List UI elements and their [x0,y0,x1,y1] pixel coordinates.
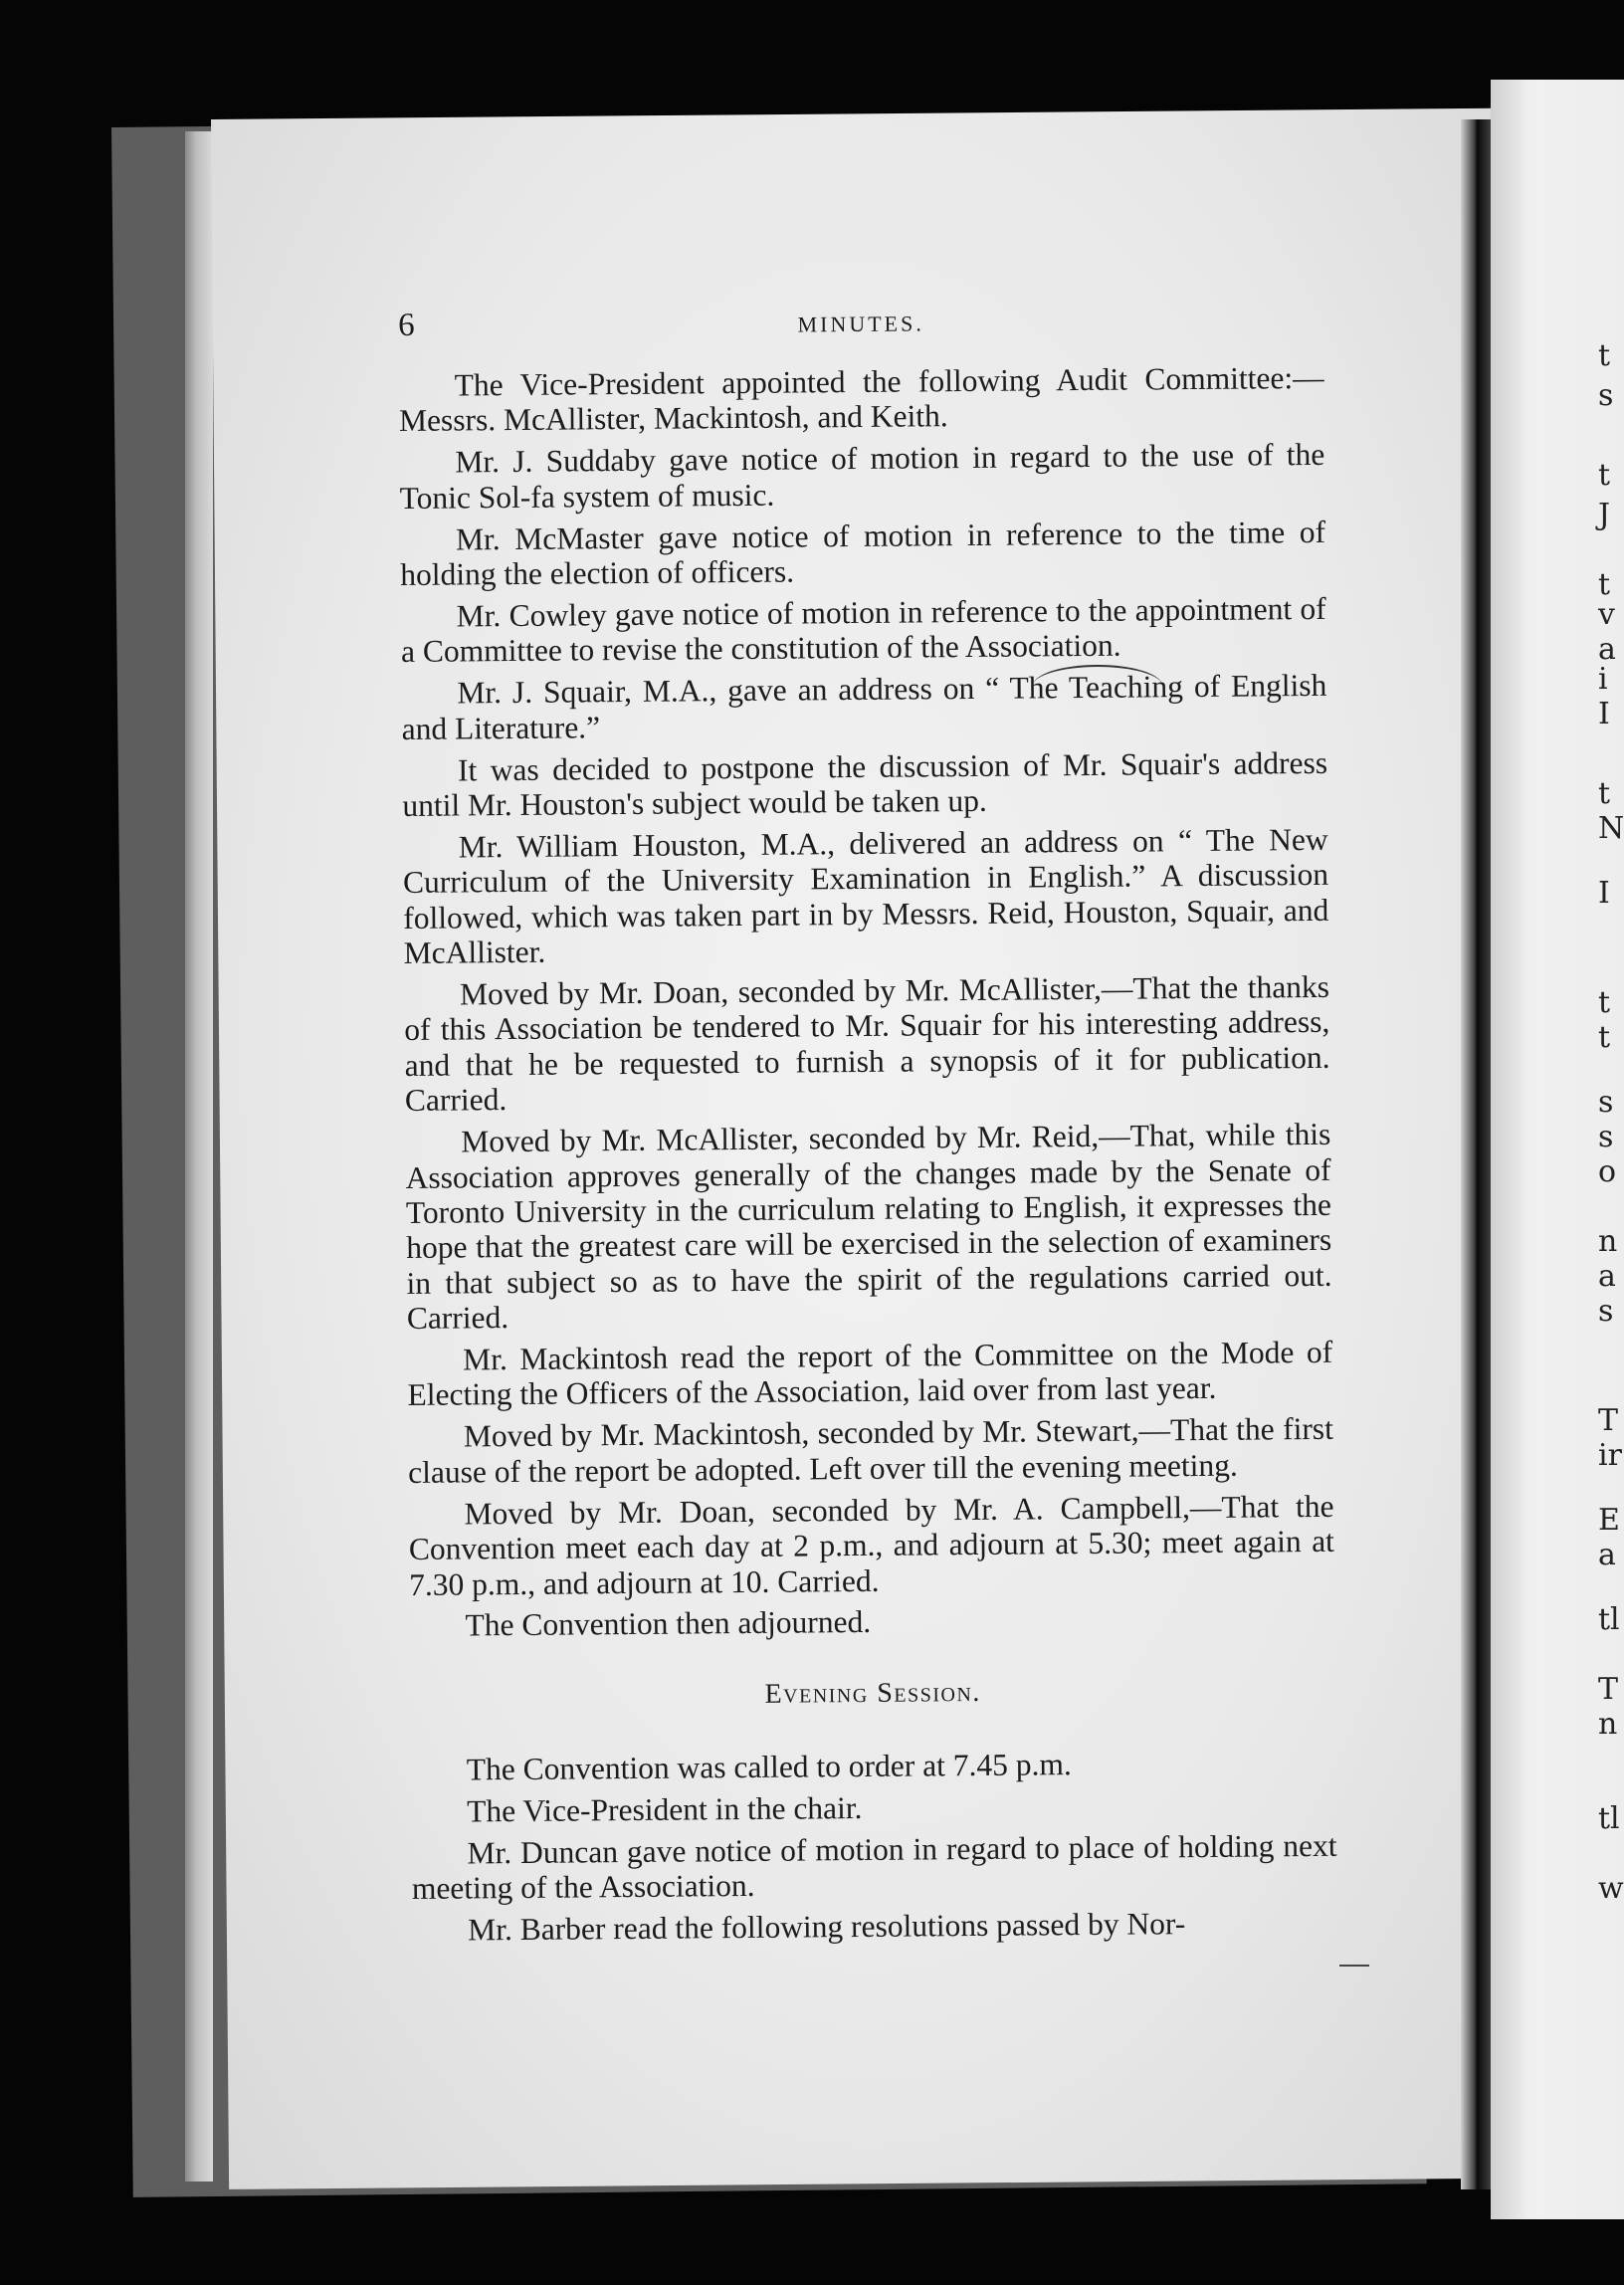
paragraph: Mr. J. Squair, M.A., gave an address on “ The Teaching of English and Literature.” [401,668,1327,746]
facing-page-letter: a [1598,632,1616,667]
facing-page-letter: t [1598,338,1611,373]
facing-page-letter: I [1598,697,1610,731]
ink-dash [1339,1965,1369,1967]
facing-page-letter: w [1598,1871,1624,1906]
facing-page-letter: ir [1598,1438,1622,1473]
facing-page-letter: s [1598,1120,1614,1154]
paragraph: Mr. Duncan gave notice of motion in regard to place of holding next meeting of the Association. [411,1827,1337,1907]
paragraph: Mr. William Houston, M.A., delivered an address on “ The New Curriculum of the University Examination in English.” A discussion followed, which was taken part in by Messrs. Reid, Houston, Squair, and McAllister. [402,821,1329,971]
paragraph: Moved by Mr. Mackintosh, seconded by Mr. Stewart,—That the first clause of the report be adopted. Left over till the evening meeting. [408,1411,1334,1490]
facing-page-letter: a [1598,1259,1616,1294]
paragraph: Moved by Mr. Doan, seconded by Mr. A. Campbell,—That the Convention meet each day at 2 p.m., and adjourn at 5.30; meet again at 7.30 p.m., and adjourn at 10. Carried. [408,1488,1334,1602]
section-heading: Evening Session. [764,1676,981,1710]
facing-page-letter: N [1598,811,1624,846]
paragraph: The Convention then adjourned. [465,1604,872,1643]
facing-page-letter: s [1598,378,1614,413]
paragraph: Mr. Mackintosh read the report of the Committee on the Mode of Electing the Officers of the Association, laid over from last year. [407,1334,1333,1413]
facing-page-letter: I [1598,876,1610,911]
facing-page-letter: n [1598,1224,1618,1259]
paragraph: Mr. J. Suddaby gave notice of motion in regard to the use of the Tonic Sol-fa system of music. [399,437,1325,516]
paragraph: Mr. McMaster gave notice of motion in reference to the time of holding the election of officers. [400,514,1326,593]
facing-page-letter: n [1598,1707,1618,1742]
facing-page-letter: t [1598,567,1611,602]
facing-page-letter: J [1598,498,1611,532]
facing-page-letter: tl [1598,1801,1620,1836]
book-gutter [1461,119,1491,2189]
facing-page-letter: i [1598,662,1608,697]
facing-page-letter: t [1598,985,1611,1020]
page-header [398,301,1323,358]
facing-page-letter: E [1598,1503,1620,1538]
facing-page-letter: tl [1598,1602,1620,1637]
right-page-fragment [1491,80,1624,2219]
facing-page-letter: T [1598,1403,1619,1438]
facing-page-letter: t [1598,1020,1611,1055]
paragraph: Mr. Barber read the following resolutions passed by Nor- [468,1906,1186,1948]
page-number: 6 [397,307,415,343]
facing-page-letter: T [1598,1672,1619,1707]
facing-page-letter: s [1598,1294,1614,1329]
page-edge-stack [185,131,213,2181]
paragraph: Moved by Mr. Doan, seconded by Mr. McAllister,—That the thanks of this Association be tendered to Mr. Squair for his interesting address, and that he be requested to furnish a synopsis of it for publication. Carried. [404,968,1330,1119]
paragraph: It was decided to postpone the discussion of Mr. Squair's address until Mr. Houston's subject would be taken up. [402,744,1328,823]
running-head: MINUTES. [797,311,924,337]
paragraph: Mr. Cowley gave notice of motion in reference to the appointment of a Committee to revise the constitution of the Association. [400,590,1326,670]
page-text-block [398,301,1337,1955]
paragraph: Moved by Mr. McAllister, seconded by Mr. Reid,—That, while this Association approves generally of the changes made by the Senate of Toronto University in the curriculum relating to English, it expresses the hope that the greatest care will be exercised in the selection of examiners in that subject so as to have the spirit of the regulations carried out. Carried. [405,1116,1332,1337]
facing-page-letter: o [1598,1154,1617,1189]
paragraph: The Vice-President in the chair. [467,1790,863,1829]
paragraph: The Convention was called to order at 7.45 p.m. [466,1747,1072,1787]
facing-page-letter: a [1598,1538,1616,1572]
facing-page-letter: v [1598,597,1615,632]
facing-page-letter: t [1598,776,1611,811]
facing-page-letter: s [1598,1085,1614,1120]
facing-page-letter: t [1598,458,1611,493]
paragraph: The Vice-President appointed the following Audit Committee:—Messrs. McAllister, Mackintosh, and Keith. [398,359,1324,439]
